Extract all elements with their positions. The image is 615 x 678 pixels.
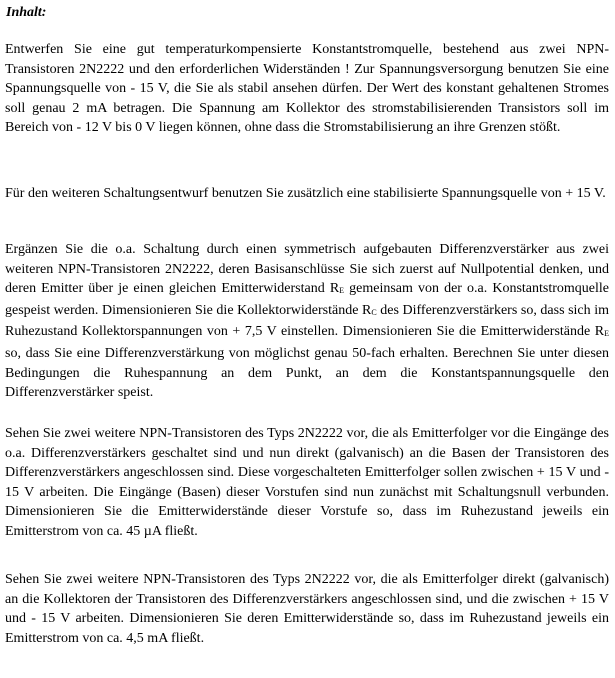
paragraph-input-emitter-followers: Sehen Sie zwei weitere NPN-Transistoren des Typs 2N2222 vor, die als Emitterfolger vor die Eingänge des o.a. Differenzverstärkers geschaltet sind und nun direkt (galvanisch) an die Basen der Transistoren des Differenzverstärkers angeschlossen sind. Diese vorgeschalteten Emitterfolger sollen zwischen + 15 V und - 15 V arbeiten. Die Eingänge (Basen) dieser Vorstufen sind nun zunächst mit Schaltungsnull verbunden. Dimensionieren Sie die Emitterwiderstände dieser Vorstufe so, dass im Ruhezustand jeweils ein Emitterstrom von ca. 45 µA fließt. <box>5 426 609 539</box>
text-segment: Ergänzen Sie die o.a. Schaltung durch einen symmetrisch aufgebauten Differenzverstärker aus zwei weiteren NPN-Transistoren 2N2222, deren Basisanschlüsse Sie sich zuerst auf Nullpotential denken, und deren Emitter über je einen gleichen Emitterwiderstand R <box>5 242 609 297</box>
paragraph-constant-current-source: Entwerfen Sie eine gut temperaturkompensierte Konstantstromquelle, bestehend aus zwei NPN-Transistoren 2N2222 und den erforderlichen Widerständen ! Zur Spannungsversorgung benutzen Sie eine Spannungsquelle von - 15 V, die Sie als stabil ansehen dürfen. Der Wert des konstant gehaltenen Stromes soll genau 2 mA betragen. Die Spannung am Kollektor des stromstabilisierenden Transistors soll im Bereich von - 12 V bis 0 V liegen können, ohne dass die Stromstabilisierung an ihre Grenzen stößt. <box>5 42 609 136</box>
subscript-c: C <box>371 307 377 317</box>
subscript-e: E <box>339 286 345 296</box>
heading: Inhalt: <box>6 5 47 20</box>
text-segment: des Differenzverstärkers so, dass sich im Ruhezustand Kollektorspannungen von + 7,5 V einstellen. Dimensionieren Sie die Emitterwiderstände R <box>5 302 610 340</box>
text-segment: gemeinsam von der o.a. Konstantstromquelle gespeist werden. Dimensionieren Sie die Kollektorwiderstände R <box>5 281 610 318</box>
paragraph-supply-voltage: Für den weiteren Schaltungsentwurf benutzen Sie zusätzlich eine stabilisierte Spannungsquelle von + 15 V. <box>5 186 606 201</box>
text-segment: so, dass Sie eine Differenzverstärkung von möglichst genau 50-fach erhalten. Berechnen Sie unter diesen Bedingungen die Ruhespannung an dem Punkt, an dem die Konstantspannungsquelle den Differenzverstärker speist. <box>5 345 609 401</box>
paragraph-differential-amplifier <box>5 240 609 403</box>
subscript-e: E <box>604 329 609 339</box>
paragraph-output-emitter-followers: Sehen Sie zwei weitere NPN-Transistoren des Typs 2N2222 vor, die als Emitterfolger direkt (galvanisch) an die Kollektoren der Transistoren des Differenzverstärkers angeschlossen sind, und die zwischen + 15 V und - 15 V arbeiten. Dimensionieren Sie deren Emitterwiderstände so, dass im Ruhezustand jeweils ein Emitterstrom von ca. 4,5 mA fließt. <box>5 572 609 646</box>
